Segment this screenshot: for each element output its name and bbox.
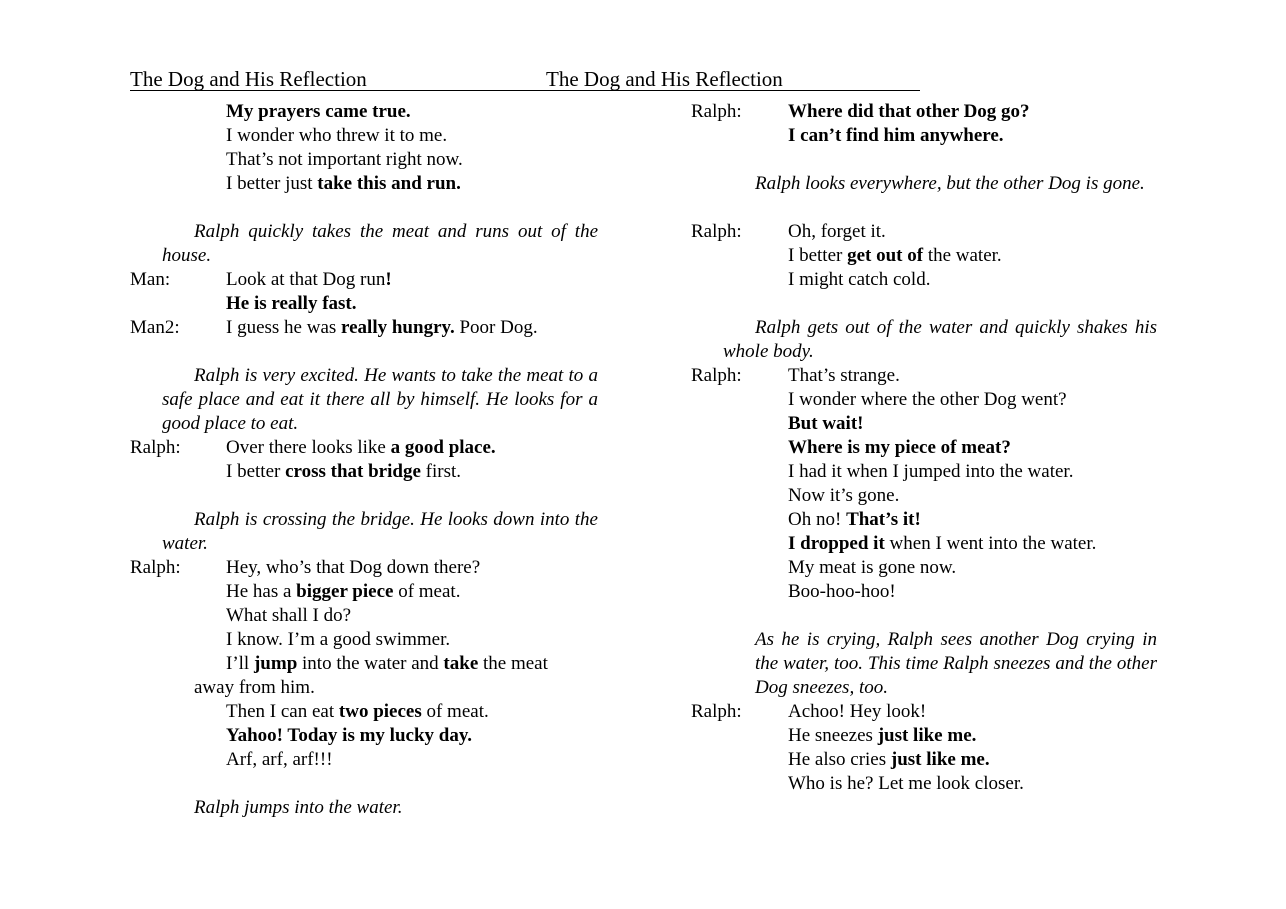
dialogue-line: I know. I’m a good swimmer. — [226, 629, 451, 650]
speaker-label: Ralph: — [691, 101, 742, 122]
text-run: I better — [788, 245, 848, 266]
dialogue-line: Now it’s gone. — [788, 485, 900, 506]
bold-run: bigger piece — [296, 581, 394, 602]
text-run: first. — [420, 461, 461, 482]
bold-run: really hungry. — [341, 317, 455, 338]
stage-direction — [691, 172, 1157, 220]
dialogue-line: My meat is gone now. — [788, 557, 957, 578]
dialogue-line: I had it when I jumped into the water. — [788, 461, 1074, 482]
text-run: Over there looks like — [226, 437, 391, 458]
text-run: I better — [226, 461, 286, 482]
dialogue-line: What shall I do? — [226, 605, 352, 626]
dialogue-line — [226, 172, 461, 196]
stage-direction — [130, 508, 598, 556]
text-run: of meat. — [393, 581, 461, 602]
dialogue-line: I might catch cold. — [788, 269, 931, 290]
text-run: He has a — [226, 581, 297, 602]
speaker-label: Ralph: — [691, 221, 742, 242]
stage-direction-text: Ralph is crossing the bridge. He looks down into the water. — [162, 509, 598, 554]
dialogue-line: Where is my piece of meat? — [788, 437, 1011, 458]
text-run: Look at that Dog run — [226, 269, 386, 290]
speaker-label: Ralph: — [130, 557, 181, 578]
bold-run: a good place. — [390, 437, 496, 458]
dialogue-line — [788, 532, 1096, 556]
dialogue-line: Achoo! Hey look! — [788, 701, 927, 722]
bold-run: just like me. — [877, 725, 977, 746]
bold-run: take — [443, 653, 479, 674]
left-column — [130, 100, 598, 820]
dialogue-line — [788, 244, 1002, 268]
stage-direction — [130, 364, 598, 436]
dialogue-line: That’s strange. — [788, 365, 900, 386]
bold-run: jump — [253, 653, 298, 674]
stage-direction-text: As he is crying, Ralph sees another Dog crying in the water, too. This time Ralph sneezes and the other Dog sneezes, too. — [755, 629, 1157, 698]
dialogue-line: away from him. — [194, 677, 315, 698]
page-header — [130, 66, 920, 91]
header-title-right: The Dog and His Reflection — [546, 67, 783, 91]
stage-direction — [691, 628, 1157, 700]
text-run: I guess he was — [226, 317, 342, 338]
dialogue-line — [788, 748, 990, 772]
bold-run: cross that bridge — [285, 461, 421, 482]
text-run: Then I can eat — [226, 701, 339, 722]
text-run: He sneezes — [788, 725, 878, 746]
text-run: I better just — [226, 173, 318, 194]
dialogue-line — [226, 652, 548, 676]
bold-run: just like me. — [890, 749, 990, 770]
stage-direction — [691, 316, 1157, 364]
speaker-label: Ralph: — [691, 701, 742, 722]
dialogue-line — [788, 724, 976, 748]
text-run: of meat. — [421, 701, 489, 722]
speaker-label: Ralph: — [691, 365, 742, 386]
dialogue-line: But wait! — [788, 413, 864, 434]
bold-run: That’s it! — [846, 509, 921, 530]
dialogue-line: Who is he? Let me look closer. — [788, 773, 1024, 794]
dialogue-line — [226, 268, 392, 292]
dialogue-line: That’s not important right now. — [226, 149, 463, 170]
stage-direction-text: Ralph looks everywhere, but the other Dog is gone. — [755, 173, 1145, 194]
dialogue-line: Oh, forget it. — [788, 221, 886, 242]
dialogue-line: I can’t find him anywhere. — [788, 125, 1004, 146]
text-run: Oh no! — [788, 509, 847, 530]
stage-direction-text: Ralph quickly takes the meat and runs out of the house. — [162, 221, 598, 266]
speaker-label: Man2: — [130, 317, 180, 338]
bold-run: get out of — [847, 245, 924, 266]
text-run: Poor Dog. — [454, 317, 538, 338]
dialogue-line — [226, 436, 496, 460]
dialogue-line: Hey, who’s that Dog down there? — [226, 557, 481, 578]
text-run: into the water and — [297, 653, 444, 674]
stage-direction — [130, 220, 598, 268]
dialogue-line: Yahoo! Today is my lucky day. — [226, 725, 473, 746]
stage-direction: Ralph jumps into the water. — [194, 797, 403, 818]
text-run: the water. — [923, 245, 1002, 266]
speaker-label: Ralph: — [130, 437, 181, 458]
dialogue-line: He is really fast. — [226, 293, 357, 314]
stage-direction-text: Ralph is very excited. He wants to take the meat to a safe place and eat it there all by himself. He looks for a good place to eat. — [162, 365, 598, 434]
dialogue-line: I wonder who threw it to me. — [226, 125, 448, 146]
dialogue-line: Where did that other Dog go? — [788, 101, 1030, 122]
dialogue-line — [226, 700, 489, 724]
text-run: He also cries — [788, 749, 891, 770]
dialogue-line: My prayers came true. — [226, 101, 411, 122]
text-run: the meat — [478, 653, 548, 674]
dialogue-line — [226, 580, 460, 604]
header-title-left: The Dog and His Reflection — [130, 67, 367, 91]
bold-run: I dropped it — [788, 533, 885, 554]
dialogue-line: Arf, arf, arf!!! — [226, 749, 333, 770]
dialogue-line: Boo-hoo-hoo! — [788, 581, 896, 602]
stage-direction-text: Ralph gets out of the water and quickly shakes his whole body. — [723, 317, 1157, 362]
dialogue-line — [788, 508, 921, 532]
bold-run: two pieces — [338, 701, 422, 722]
text-run: I’ll — [226, 653, 254, 674]
bold-run: take this and run. — [317, 173, 461, 194]
speaker-label: Man: — [130, 269, 171, 290]
right-column — [691, 100, 1157, 796]
dialogue-line: I wonder where the other Dog went? — [788, 389, 1067, 410]
bold-run: ! — [385, 269, 392, 290]
text-run: when I went into the water. — [884, 533, 1097, 554]
dialogue-line — [226, 316, 538, 340]
dialogue-line — [226, 460, 461, 484]
